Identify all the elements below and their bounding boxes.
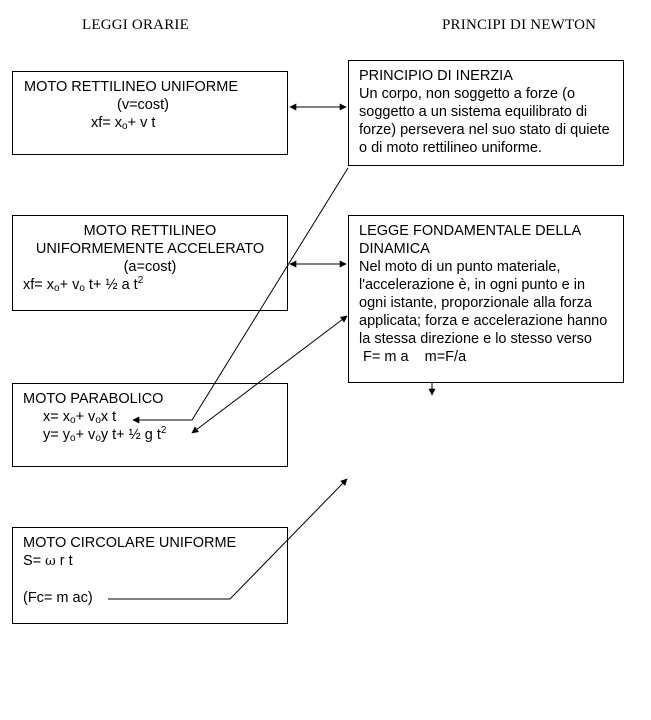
accelerato-title-line2: UNIFORMEMENTE ACCELERATO <box>35 241 265 257</box>
uniforme-title: MOTO RETTILINEO UNIFORME <box>24 79 239 95</box>
parabolico-title: MOTO PARABOLICO <box>23 391 164 407</box>
dinamica-title: LEGGE FONDAMENTALE DELLA DINAMICA <box>359 223 581 257</box>
inerzia-text: Un corpo, non soggetto a forze (o soggetto a un sistema equilibrato di forze) persevera nel suo stato di quiete o di moto rettilineo uniforme. <box>359 86 610 156</box>
header-principi-newton: PRINCIPI DI NEWTON <box>442 17 597 33</box>
arrow-circolare-force <box>108 479 347 599</box>
inerzia-title: PRINCIPIO DI INERZIA <box>359 68 513 84</box>
dinamica-formula: F= m a m=F/a <box>363 349 467 365</box>
accelerato-title-line1: MOTO RETTILINEO <box>83 223 217 239</box>
accelerato-condition: (a=cost) <box>123 259 177 275</box>
header-leggi-orarie: LEGGI ORARIE <box>82 17 189 33</box>
arrow-inerzia-parabolico-x <box>133 168 348 420</box>
parabolico-equation-x: $x= x_o+ v_ox$ t <box>43 409 117 426</box>
accelerato-equation: $xf= x_o+ v_o$ t+ ½ a $t^2$ <box>23 275 144 294</box>
uniforme-equation: $xf= x_o+ v$ t <box>91 115 156 132</box>
circolare-title: MOTO CIRCOLARE UNIFORME <box>23 535 237 551</box>
uniforme-condition: (v=cost) <box>117 97 169 113</box>
circolare-force: (Fc= m ac) <box>23 590 93 606</box>
dinamica-text: Nel moto di un punto materiale, l'accelerazione è, in ogni punto e in ogni istante, proporzionale alla forza applicata; forza e accelerazione hanno la stessa direzione e lo stesso verso <box>359 259 608 347</box>
omega-symbol: ω <box>45 554 56 569</box>
arrow-dinamica-parabolico-y <box>192 316 347 433</box>
circolare-equation: S= ω r t <box>23 553 73 569</box>
parabolico-equation-y: $y= y_o+ v_oy$ t+ ½ g $t^2$ <box>43 425 167 444</box>
